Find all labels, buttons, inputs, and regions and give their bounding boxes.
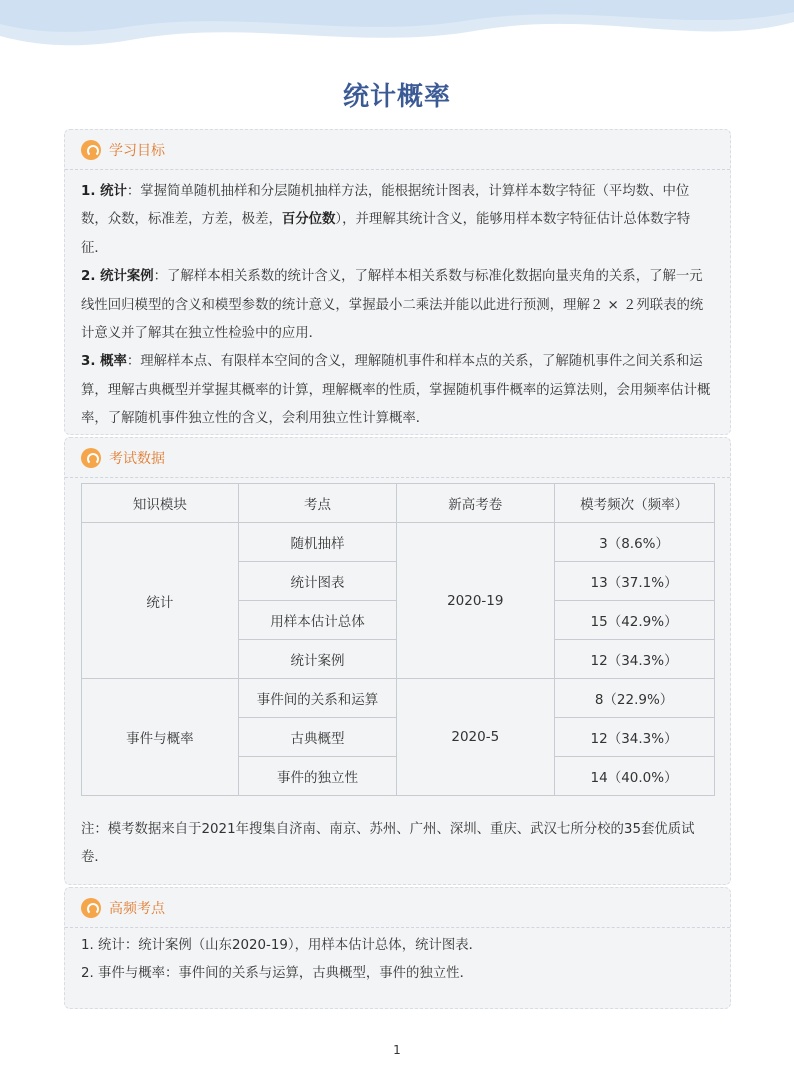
objectives-body [65, 170, 730, 434]
freq-cell: 14（40.0%） [554, 757, 714, 796]
table-row [81, 523, 714, 562]
exam-data-card [64, 437, 731, 885]
objectives-card [64, 129, 731, 435]
exam-data-table [81, 483, 715, 796]
objective-bold-term: 百分位数 [281, 212, 336, 228]
objective-label: 2. 统计案例 [81, 269, 154, 285]
objective-text: ：掌握简单随机抽样和分层随机抽样方法，能根据统计图表，计算样本数字特征（平均数、中位数，众数，标准差，方差，极差， [81, 184, 690, 228]
freq-cell: 12（34.3%） [554, 640, 714, 679]
exam-data-note: 注：模考数据来自于2021年搜集自济南、南京、苏州、广州、深圳、重庆、武汉七所分校的35套优质试卷． [81, 822, 695, 865]
table-header-cell: 考点 [239, 484, 397, 523]
module-cell: 统计 [81, 523, 239, 679]
header-wave-decoration [0, 0, 794, 60]
exam-data-heading: 考试数据 [109, 450, 165, 467]
point-cell: 统计图表 [239, 562, 397, 601]
lightbulb-icon [81, 448, 101, 468]
objective-item-cases [81, 263, 714, 348]
table-header-row [81, 484, 714, 523]
objective-text: ：了解样本相关系数的统计含义，了解样本相关系数与标准化数据向量夹角的关系，了解一元线性回归模型的含义和模型参数的统计意义，掌握最小二乘法并能以此进行预测，理解２ × ２列联表的统计意义并了解其在独立性检验中的应用． [81, 269, 704, 342]
table-header-cell: 新高考卷 [396, 484, 554, 523]
point-cell: 用样本估计总体 [239, 601, 397, 640]
page-title: 统计概率 [342, 82, 451, 112]
frequent-point-item: 2. 事件与概率：事件间的关系与运算，古典概型，事件的独立性． [81, 966, 473, 982]
table-header-cell: 模考频次（频率） [554, 484, 714, 523]
point-cell: 统计案例 [239, 640, 397, 679]
exam-cell: 2020-5 [396, 679, 554, 796]
frequent-points-heading: 高频考点 [109, 900, 165, 917]
exam-data-header [65, 438, 730, 478]
exam-cell: 2020-19 [396, 523, 554, 679]
table-row [81, 679, 714, 718]
freq-cell: 13（37.1%） [554, 562, 714, 601]
objective-label: 3. 概率 [81, 354, 127, 370]
objectives-heading: 学习目标 [109, 142, 165, 159]
point-cell: 事件间的关系和运算 [239, 679, 397, 718]
objectives-header [65, 130, 730, 170]
lightbulb-icon [81, 140, 101, 160]
objective-text: ），并理解其统计含义，能够用样本数字特征估计总体数字特征． [81, 212, 691, 256]
objective-item-statistics [81, 178, 714, 263]
frequent-points-header [65, 888, 730, 928]
freq-cell: 15（42.9%） [554, 601, 714, 640]
objective-item-probability [81, 348, 714, 433]
module-cell: 事件与概率 [81, 679, 239, 796]
exam-table-wrap [65, 478, 730, 796]
point-cell: 随机抽样 [239, 523, 397, 562]
table-header-cell: 知识模块 [81, 484, 239, 523]
freq-cell: 3（8.6%） [554, 523, 714, 562]
frequent-points-body [65, 928, 730, 989]
frequent-point-item: 1. 统计：统计案例（山东2020-19），用样本估计总体，统计图表． [81, 938, 483, 953]
page-number: 1 [393, 1043, 401, 1057]
point-cell: 事件的独立性 [239, 757, 397, 796]
lightbulb-icon [81, 898, 101, 918]
point-cell: 古典概型 [239, 718, 397, 757]
freq-cell: 8（22.9%） [554, 679, 714, 718]
freq-cell: 12（34.3%） [554, 718, 714, 757]
objective-label: 1. 统计 [81, 184, 127, 199]
objective-text: ：理解样本点、有限样本空间的含义，理解随机事件和样本点的关系，了解随机事件之间关系和运算，理解古典概型并掌握其概率的计算，理解概率的性质，掌握随机事件概率的运算法则，会用频率估计概率，了解随机事件独立性的含义，会利用独立性计算概率． [81, 354, 711, 427]
frequent-points-card [64, 887, 731, 1009]
